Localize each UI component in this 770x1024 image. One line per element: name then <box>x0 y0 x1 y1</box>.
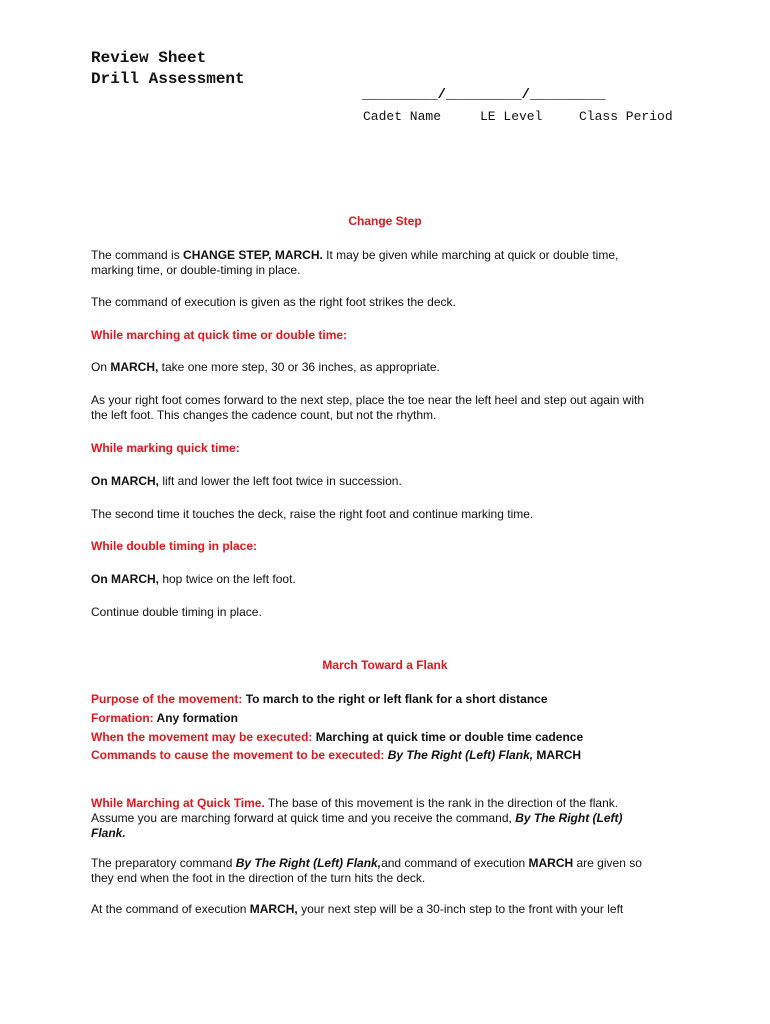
paragraph-quick-time-flank <box>91 796 681 841</box>
cadet-name-label: Cadet Name <box>363 109 442 124</box>
paragraph-on-march <box>91 360 681 375</box>
commands-value-italic: By The Right (Left) Flank, <box>384 748 534 762</box>
text-run: The preparatory command <box>91 856 236 870</box>
paragraph-lift-lower <box>91 474 681 489</box>
field-labels <box>362 109 682 189</box>
text-run: the left foot. This changes the cadence count, but not the rhythm. <box>91 408 437 422</box>
commands-value-bold: MARCH <box>533 748 582 762</box>
text-run: Assume you are marching forward at quick time and you receive the command, <box>91 811 516 825</box>
purpose-line <box>91 691 548 707</box>
text-run: The command is <box>91 248 184 262</box>
commands-label: Commands to cause the movement to be executed: <box>91 748 385 762</box>
text-run: take one more step, 30 or 36 inches, as appropriate. <box>158 360 440 374</box>
text-run: they end when the foot in the direction of the turn hits the deck. <box>91 871 426 885</box>
commands-line <box>91 747 581 763</box>
subheading-double-timing: While double timing in place: <box>91 539 258 553</box>
text-run: On <box>91 360 111 374</box>
command-text: MARCH, <box>110 360 159 374</box>
formation-value: Any formation <box>153 711 238 725</box>
text-run: lift and lower the left foot twice in succession. <box>159 474 402 488</box>
formation-label: Formation: <box>91 711 154 725</box>
paragraph-preparatory <box>91 856 681 886</box>
text-run: The base of this movement is the rank in the direction of the flank. <box>264 796 619 810</box>
paragraph-command <box>91 248 681 278</box>
subheading-quick-double: While marching at quick time or double time: <box>91 328 348 342</box>
command-text: MARCH, <box>249 902 298 916</box>
sheet-title: Review Sheet <box>91 49 207 67</box>
fill-in-blanks: _________/_________/_________ <box>362 87 606 103</box>
sheet-subtitle: Drill Assessment <box>91 70 245 88</box>
formation-line <box>91 710 238 726</box>
le-level-label: LE Level <box>480 109 543 124</box>
command-text: On MARCH, <box>91 474 159 488</box>
paragraph-right-foot <box>91 393 681 423</box>
quick-time-label: While Marching at Quick Time. <box>91 796 265 810</box>
command-text: By The Right (Left) Flank, <box>235 856 382 870</box>
section-heading-flank: March Toward a Flank <box>322 658 448 672</box>
paragraph-execution: The command of execution is given as the right foot strikes the deck. <box>91 295 456 309</box>
text-run: your next step will be a 30-inch step to the front with your left <box>297 902 624 916</box>
command-text: By The Right (Left) <box>515 811 623 825</box>
text-run: It may be given while marching at quick or double time, <box>322 248 619 262</box>
text-run: At the command of execution <box>91 902 250 916</box>
command-text: On MARCH, <box>91 572 159 586</box>
text-run: are given so <box>573 856 642 870</box>
paragraph-hop-twice <box>91 572 681 587</box>
section-heading-change-step: Change Step <box>348 214 422 228</box>
command-text: Flank. <box>91 826 126 840</box>
purpose-value: To march to the right or left flank for a short distance <box>242 692 548 706</box>
text-run: marking time, or double-timing in place. <box>91 263 301 277</box>
when-label: When the movement may be executed: <box>91 730 313 744</box>
text-run: hop twice on the left foot. <box>159 572 296 586</box>
paragraph-continue: Continue double timing in place. <box>91 605 262 619</box>
when-value: Marching at quick time or double time cadence <box>312 730 584 744</box>
paragraph-execution-march <box>91 902 681 917</box>
class-period-label: Class Period <box>579 109 673 124</box>
command-text: MARCH <box>528 856 574 870</box>
paragraph-second-time: The second time it touches the deck, raise the right foot and continue marking time. <box>91 507 534 521</box>
command-text: CHANGE STEP, MARCH. <box>183 248 323 262</box>
text-run: and command of execution <box>381 856 529 870</box>
when-line <box>91 729 583 745</box>
purpose-label: Purpose of the movement: <box>91 692 243 706</box>
subheading-marking-quick-time: While marking quick time: <box>91 441 240 455</box>
text-run: As your right foot comes forward to the next step, place the toe near the left heel and step out again with <box>91 393 644 407</box>
